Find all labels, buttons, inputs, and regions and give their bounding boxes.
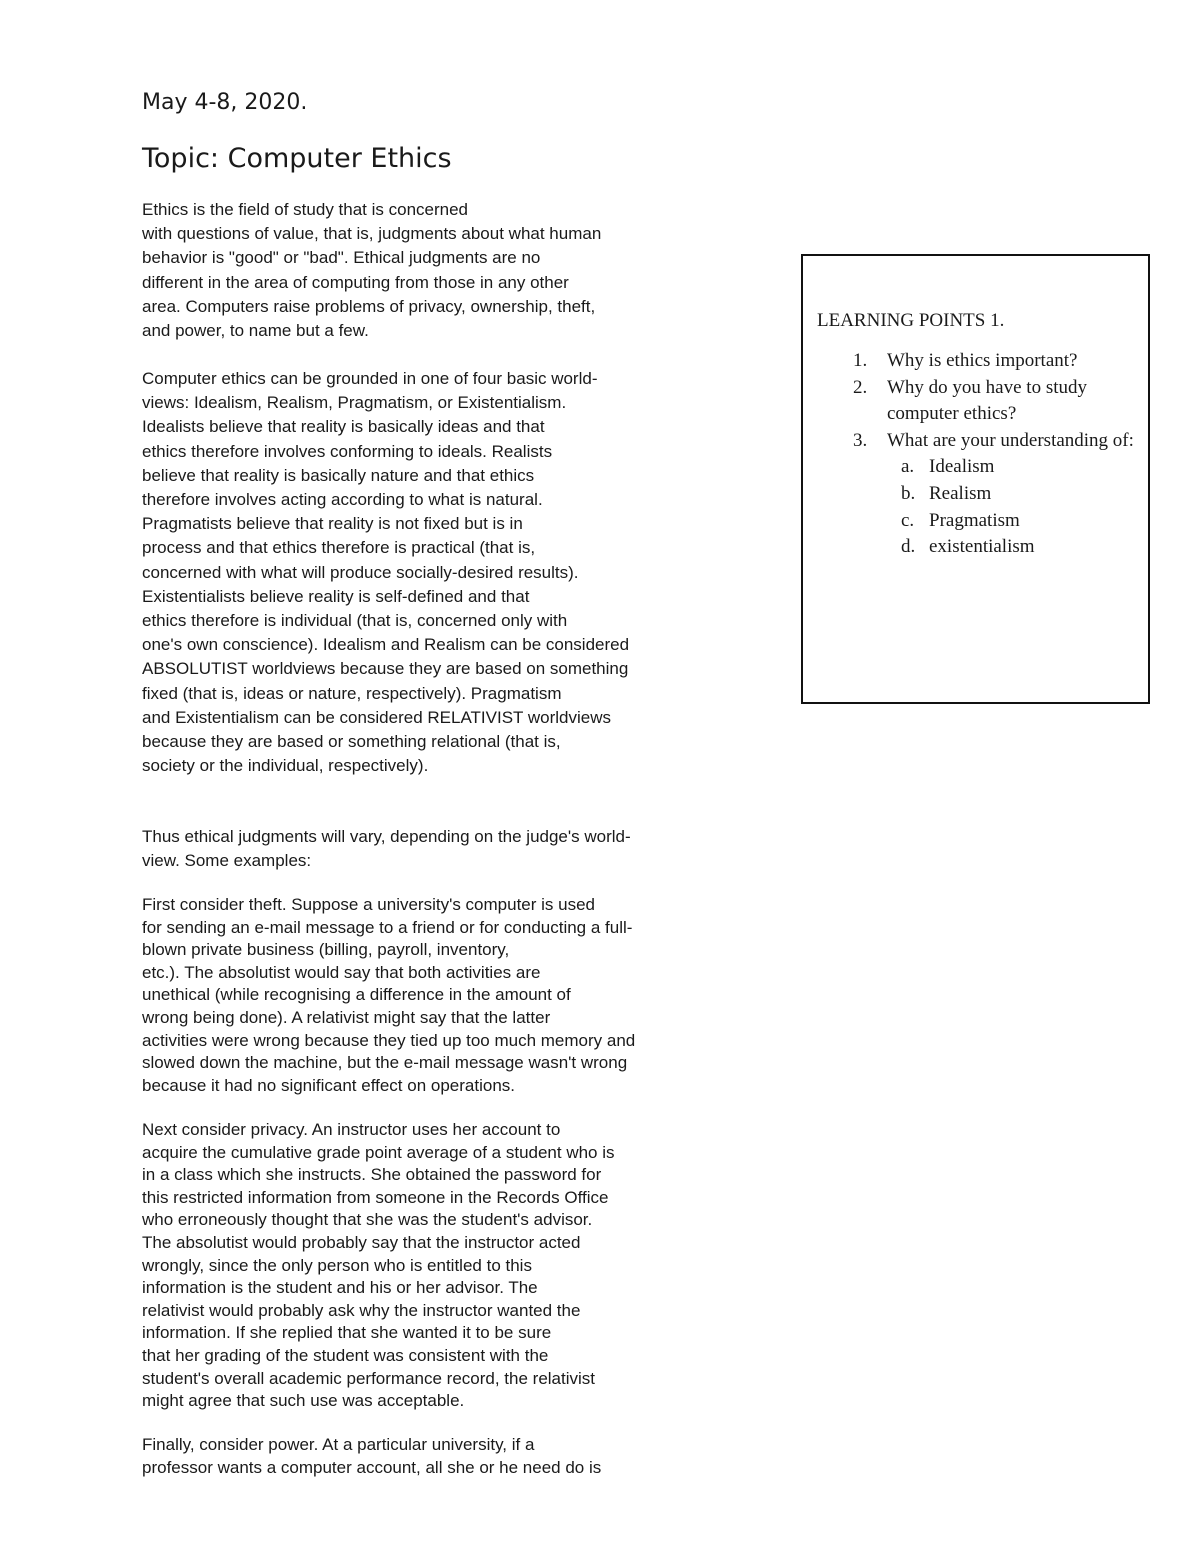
sub-list-letter: b. bbox=[901, 482, 916, 504]
paragraph-worldviews: Computer ethics can be grounded in one of four basic world- views: Idealism, Realism, Pragmatism, or Existentialism. Idealists believe that reality is basically ideas and that ethics therefore involves conforming to ideals. Realists believe that reality is basically nature and that ethics therefore involves acting according to what is natural. Pragmatists believe that reality is not fixed but is in process and that ethics therefore is practical (that is, concerned with what will produce socially-desired results). Existentialists believe reality is self-defined and that ethics therefore is individual (that is, concerned only with one's own conscience). Idealism and Realism can be considered ABSOLUTIST worldviews because they are based on something fixed (that is, ideas or nature, respectively). Pragmatism and Existentialism can be considered RELATIVIST worldviews because they are based or something relational (that is, society or the individual, respectively). bbox=[142, 369, 630, 776]
sub-list-item bbox=[803, 481, 1150, 508]
learning-points-title: LEARNING POINTS 1. bbox=[817, 310, 1005, 331]
list-item bbox=[803, 428, 1150, 561]
paragraph-privacy: Next consider privacy. An instructor uses her account to acquire the cumulative grade point average of a student who is in a class which she instructs. She obtained the password for this restricted information from someone in the Records Office who erroneously thought that she was the student's advisor. The absolutist would probably say that the instructor acted wrongly, since the only person who is entitled to this information is the student and his or her advisor. The relativist would probably ask why the instructor wanted the information. If she replied that she wanted it to be sure that her grading of the student was consistent with the student's overall academic performance record, the relativist might agree that such use was acceptable. bbox=[142, 1120, 615, 1411]
list-number: 2. bbox=[853, 376, 868, 398]
sub-item-text: Pragmatism bbox=[929, 509, 1020, 531]
learning-points-list bbox=[803, 348, 1150, 561]
sub-list-item bbox=[803, 534, 1150, 561]
list-item bbox=[803, 348, 1150, 375]
list-number: 3. bbox=[853, 429, 868, 451]
sub-list-item bbox=[803, 508, 1150, 535]
paragraph-judgments: Thus ethical judgments will vary, depending on the judge's world- view. Some examples: bbox=[142, 827, 631, 871]
sub-item-text: existentialism bbox=[929, 536, 1035, 558]
learning-points-box bbox=[801, 254, 1150, 704]
page-title: Topic: Computer Ethics bbox=[142, 143, 452, 174]
sub-list bbox=[887, 454, 1150, 560]
sub-item-text: Idealism bbox=[929, 456, 995, 478]
page-date: May 4-8, 2020. bbox=[142, 90, 308, 115]
sub-list-item bbox=[803, 454, 1150, 481]
list-number: 1. bbox=[853, 350, 868, 371]
question-text: Why do you have to study computer ethics? bbox=[887, 376, 1088, 425]
paragraph-intro: Ethics is the field of study that is concerned with questions of value, that is, judgments about what human behavior is "good" or "bad". Ethical judgments are no different in the area of computing from those in any other area. Computers raise problems of privacy, ownership, theft, and power, to name but a few. bbox=[142, 200, 602, 341]
sub-list-letter: d. bbox=[901, 536, 916, 558]
sub-list-letter: c. bbox=[901, 509, 915, 531]
question-text: Why is ethics important? bbox=[887, 350, 1078, 371]
list-item bbox=[803, 375, 1150, 428]
paragraph-power: Finally, consider power. At a particular university, if a professor wants a computer account, all she or he need do is bbox=[142, 1435, 602, 1477]
sub-list-letter: a. bbox=[901, 456, 915, 478]
sub-item-text: Realism bbox=[929, 482, 992, 504]
question-text: What are your understanding of: bbox=[887, 429, 1134, 451]
paragraph-theft: First consider theft. Suppose a university's computer is used for sending an e-mail message to a friend or for conducting a full- blown private business (billing, payroll, inventory, etc.). The absolutist would say that both activities are unethical (while recognising a difference in the amount of wrong being done). A relativist might say that the latter activities were wrong because they tied up too much memory and slowed down the machine, but the e-mail message wasn't wrong because it had no significant effect on operations. bbox=[142, 895, 636, 1095]
